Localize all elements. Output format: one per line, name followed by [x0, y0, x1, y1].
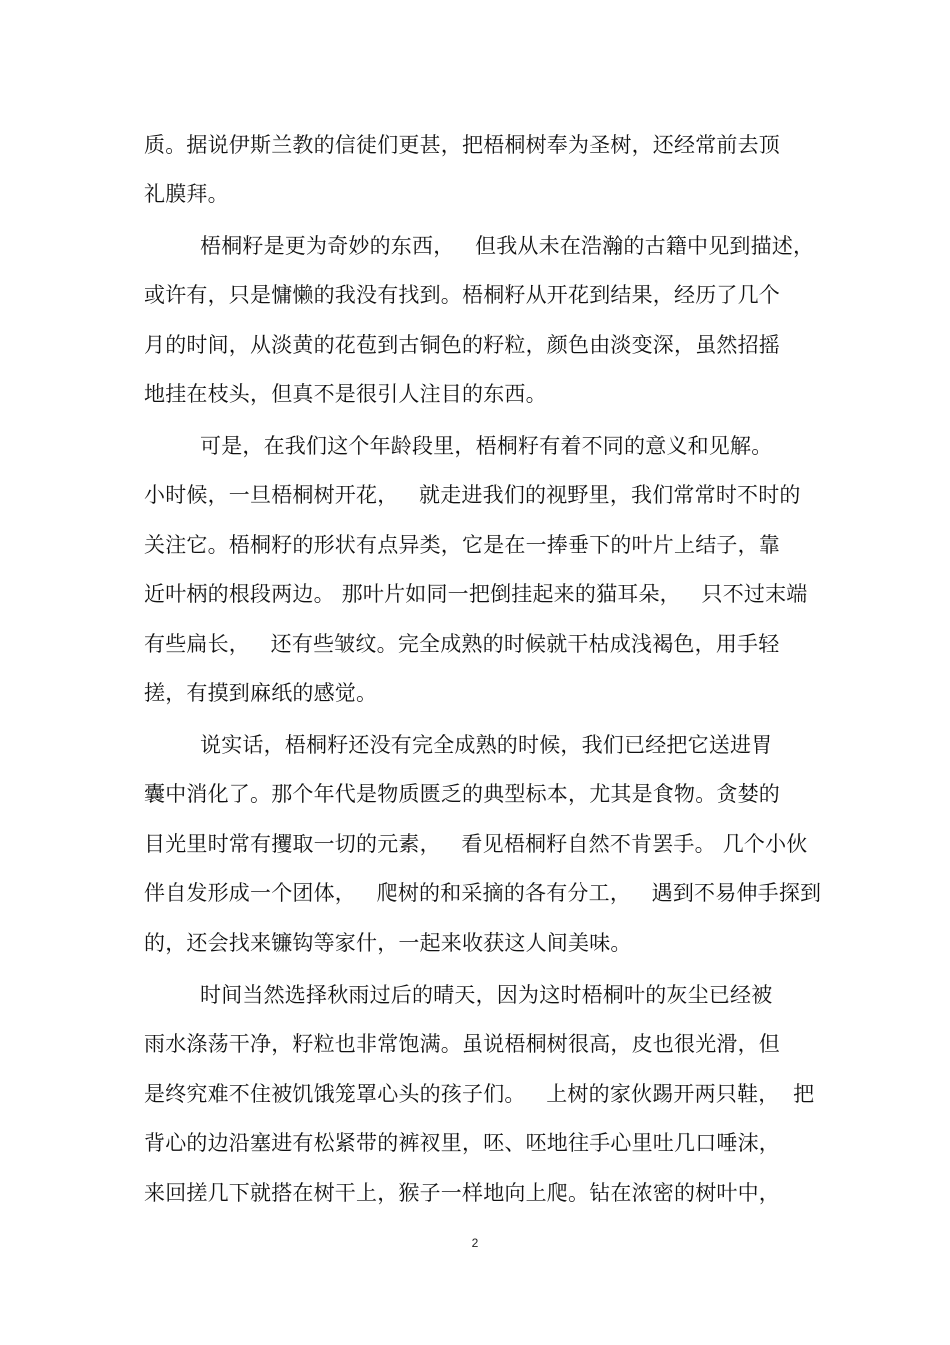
- page-number: 2: [471, 1236, 479, 1250]
- paragraph-4-line-3: 目光里时常有攫取一切的元素， 看见梧桐籽自然不肯罢手。 几个小伙: [144, 832, 808, 856]
- paragraph-5-line-3: 是终究难不住被饥饿笼罩心头的孩子们。 上树的家伙踢开两只鞋， 把: [144, 1082, 815, 1106]
- paragraph-5-line-2: 雨水涤荡干净，籽粒也非常饱满。虽说梧桐树很高，皮也很光滑，但: [144, 1032, 780, 1056]
- paragraph-4-line-5: 的，还会找来镰钩等家什，一起来收获这人间美味。: [144, 931, 632, 955]
- paragraph-3-line-3: 关注它。梧桐籽的形状有点异类，它是在一捧垂下的叶片上结子，靠: [144, 533, 780, 557]
- paragraph-5-line-5: 来回搓几下就搭在树干上，猴子一样地向上爬。钻在浓密的树叶中，: [144, 1181, 780, 1205]
- paragraph-2-line-2: 或许有，只是慵懒的我没有找到。梧桐籽从开花到结果，经历了几个: [144, 283, 780, 307]
- paragraph-3-line-1: 可是，在我们这个年龄段里，梧桐籽有着不同的意义和见解。: [200, 434, 773, 458]
- paragraph-4-line-4: 伴自发形成一个团体， 爬树的和采摘的各有分工， 遇到不易伸手探到: [144, 881, 822, 905]
- paragraph-5-line-1: 时间当然选择秋雨过后的晴天，因为这时梧桐叶的灰尘已经被: [200, 983, 773, 1007]
- paragraph-4-line-2: 囊中消化了。那个年代是物质匮乏的典型标本，尤其是食物。贪婪的: [144, 782, 780, 806]
- text-line-1: 质。据说伊斯兰教的信徒们更甚，把梧桐树奉为圣树，还经常前去顶: [144, 133, 780, 157]
- paragraph-3-line-5: 有些扁长， 还有些皱纹。完全成熟的时候就干枯成浅褐色，用手轻: [144, 632, 780, 656]
- paragraph-4-line-1: 说实话，梧桐籽还没有完全成熟的时候，我们已经把它送进胃: [200, 733, 773, 757]
- paragraph-3-line-4: 近叶柄的根段两边。 那叶片如同一把倒挂起来的猫耳朵， 只不过末端: [144, 582, 808, 606]
- paragraph-2-line-1: 梧桐籽是更为奇妙的东西， 但我从未在浩瀚的古籍中见到描述，: [200, 234, 815, 258]
- paragraph-3-line-6: 搓，有摸到麻纸的感觉。: [144, 681, 378, 705]
- text-line-2: 礼膜拜。: [144, 182, 229, 206]
- paragraph-2-line-3: 月的时间，从淡黄的花苞到古铜色的籽粒，颜色由淡变深，虽然招摇: [144, 333, 780, 357]
- paragraph-3-line-2: 小时候，一旦梧桐树开花， 就走进我们的视野里，我们常常时不时的: [144, 483, 801, 507]
- paragraph-2-line-4: 地挂在枝头，但真不是很引人注目的东西。: [144, 382, 547, 406]
- paragraph-5-line-4: 背心的边沿塞进有松紧带的裤衩里，呸、呸地往手心里吐几口唾沫，: [144, 1131, 780, 1155]
